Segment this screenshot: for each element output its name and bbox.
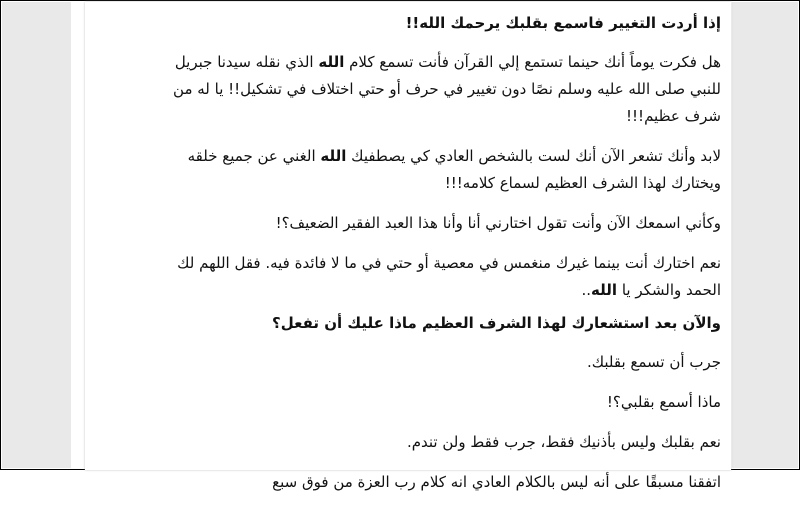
line-4: اتفقنا مسبقًا على أنه ليس بالكلام العادي انه كلام رب العزة من فوق سبع	[272, 473, 721, 491]
line-3: نعم بقلبك وليس بأذنيك فقط، جرب فقط ولن تندم.	[406, 433, 721, 451]
paragraph-2	[169, 143, 721, 197]
paragraph-1	[169, 49, 721, 130]
bold-word: الله	[591, 281, 618, 299]
paragraph-text: الذي نقله سيدنا جبريل للنبي صلى الله عليه وسلم نصًا دون تغيير في حرف أو حتي اختلاف في تشكيل!! يا له من شرف عظيم!!!	[173, 53, 721, 125]
paragraph-text: لابد وأنك تشعر الآن أنك لست بالشخص العادي كي يصطفيك	[346, 147, 721, 165]
article-heading: إذا أردت التغيير فاسمع بقلبك يرحمك الله!!	[405, 14, 721, 32]
bold-word: الله	[320, 147, 347, 165]
paragraph-text: نعم اختارك أنت بينما غيرك منغمس في معصية أو حتي في ما لا فائدة فيه. فقل اللهم لك الحمد والشكر يا	[177, 254, 721, 299]
line-2: ماذا أسمع بقلبي؟!	[606, 393, 721, 411]
line-1: جرب أن تسمع بقلبك.	[586, 353, 721, 371]
paragraph-text: هل فكرت يوماً أنك حينما تستمع إلي القرآن فأنت تسمع كلام	[344, 53, 721, 71]
document-page	[85, 2, 731, 491]
paragraph-text: وكأني اسمعك الآن وأنت تقول اختارني أنا وأنا هذا العبد الفقير الضعيف؟!	[275, 214, 721, 232]
paragraph-text: الغني عن جميع خلقه ويختارك لهذا الشرف العظيم لسماع كلامه!!!	[187, 147, 721, 192]
left-margin-gutter	[2, 2, 71, 468]
bold-word: الله	[318, 53, 345, 71]
right-margin-gutter	[732, 2, 798, 468]
paragraph-3	[169, 210, 721, 237]
paragraph-4	[169, 250, 721, 304]
section-subheading: والآن بعد استشعارك لهذا الشرف العظيم ماذا عليك أن تفعل؟	[272, 314, 721, 332]
paragraph-text: ..	[581, 281, 592, 299]
document-body	[169, 2, 721, 509]
